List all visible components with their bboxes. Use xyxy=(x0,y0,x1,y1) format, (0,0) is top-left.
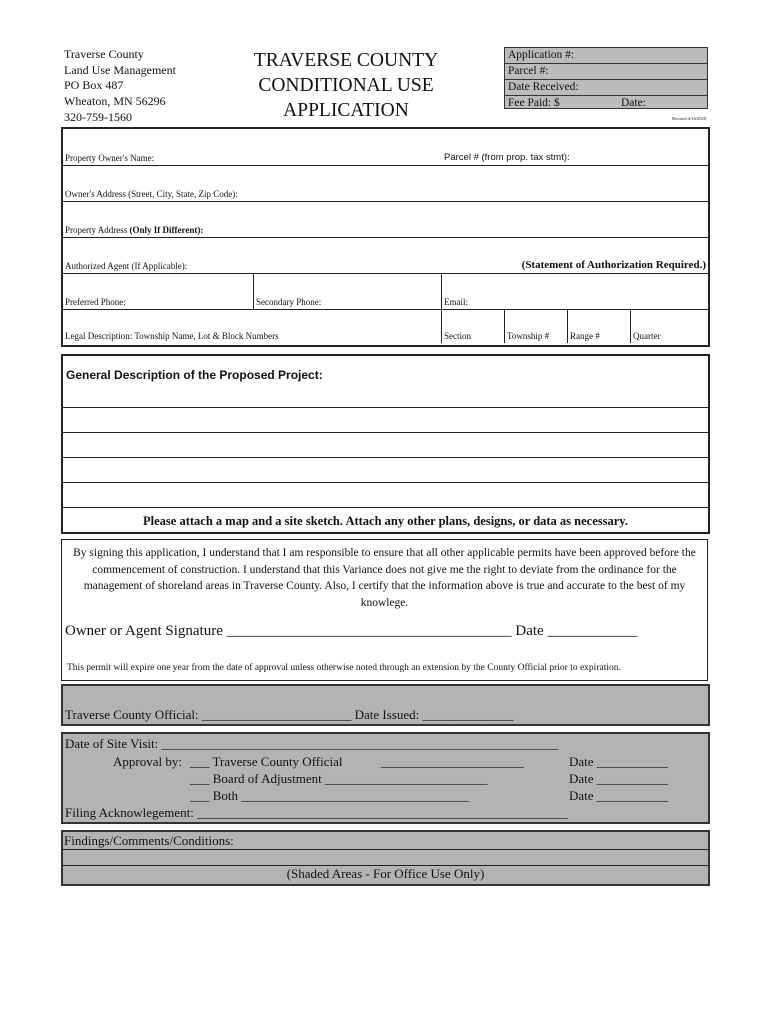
address-line: Wheaton, MN 56296 xyxy=(64,94,166,109)
fee-paid-field[interactable] xyxy=(505,96,707,111)
agent-label: Authorized Agent (If Applicable): xyxy=(65,261,188,271)
approval-date-2[interactable]: Date ___________ xyxy=(569,771,669,786)
date-received-label: Date Received: xyxy=(508,81,579,93)
authorization-note: (Statement of Authorization Required.) xyxy=(521,259,706,271)
site-visit-line[interactable]: Date of Site Visit: _____________________________________________________________ xyxy=(65,736,558,751)
owner-name-label: Property Owner's Name: xyxy=(65,153,155,163)
findings-row[interactable] xyxy=(63,832,708,850)
township-label[interactable]: Township # xyxy=(507,331,550,341)
owner-name-row[interactable] xyxy=(63,129,708,166)
section-label[interactable]: Section xyxy=(444,331,471,341)
project-description-section xyxy=(61,354,710,534)
approval-date-3[interactable]: Date ___________ xyxy=(569,788,669,803)
parcel-number-field[interactable] xyxy=(505,64,707,80)
findings-label: Findings/Comments/Conditions: xyxy=(64,833,234,848)
shaded-note: (Shaded Areas - For Office Use Only) xyxy=(286,866,485,881)
description-line[interactable] xyxy=(63,482,708,508)
legal-description-row xyxy=(63,309,708,343)
owner-address-row[interactable] xyxy=(63,165,708,202)
approval-board[interactable]: ___ Board of Adjustment _________________________ xyxy=(190,771,488,786)
description-line[interactable] xyxy=(63,356,708,408)
legal-description-label[interactable]: Legal Description: Township Name, Lot & Block Numbers xyxy=(65,331,279,341)
findings-line[interactable] xyxy=(63,849,708,866)
application-number-label: Application #: xyxy=(508,49,575,61)
application-number-field[interactable] xyxy=(505,48,707,64)
property-address-note: (Only If Different): xyxy=(129,225,204,235)
project-heading: General Description of the Proposed Project: xyxy=(66,368,323,382)
email-label[interactable]: Email: xyxy=(444,297,468,307)
signature-section xyxy=(61,539,708,681)
phone-row xyxy=(63,273,708,310)
date-received-field[interactable] xyxy=(505,80,707,96)
range-label[interactable]: Range # xyxy=(570,331,600,341)
fee-paid-label: Fee Paid: $ xyxy=(508,97,560,109)
description-line[interactable] xyxy=(63,432,708,458)
approval-official[interactable]: ___ Traverse County Official xyxy=(190,754,343,769)
address-line: Traverse County xyxy=(64,47,144,61)
title-line: CONDITIONAL USE xyxy=(258,75,434,96)
revised-date: Revised 4/16/2020 xyxy=(672,116,706,121)
quarter-label[interactable]: Quarter xyxy=(633,331,661,341)
form-title xyxy=(230,48,462,123)
approval-both[interactable]: ___ Both ___________________________________ xyxy=(190,788,469,803)
parcel-number-label: Parcel #: xyxy=(508,65,549,77)
certification-paragraph: By signing this application, I understand that I am responsible to ensure that all other applicable permits have been approved before the commencement of construction. I understand that this Variance does not give me the right to deviate from the ordinance for the management of shoreland areas in Traverse County. Also, I certify that the information above is true and accurate to the best of my knowlege. xyxy=(73,547,696,609)
property-address-row[interactable] xyxy=(63,201,708,238)
secondary-phone-label[interactable]: Secondary Phone: xyxy=(256,297,322,307)
approval-official-blank[interactable]: ______________________ xyxy=(381,754,524,769)
findings-box xyxy=(61,830,710,886)
site-visit-box xyxy=(61,732,710,824)
owner-address-label: Owner's Address (Street, City, State, Zip Code): xyxy=(65,189,238,199)
owner-info-section xyxy=(61,127,710,347)
title-line: APPLICATION xyxy=(283,100,409,121)
description-line[interactable] xyxy=(63,457,708,483)
fee-date-label: Date: xyxy=(621,97,646,109)
parcel-label: Parcel # (from prop. tax stmt): xyxy=(444,152,570,163)
office-use-box xyxy=(504,47,708,109)
address-line: 320-759-1560 xyxy=(64,109,132,124)
signature-line[interactable]: Owner or Agent Signature ______________________________________ Date ____________ xyxy=(65,623,638,639)
description-line[interactable] xyxy=(63,407,708,433)
property-address-text: Property Address xyxy=(65,225,128,235)
official-line[interactable]: Traverse County Official: _______________________ Date Issued: ______________ xyxy=(65,707,514,722)
property-address-label xyxy=(65,225,203,235)
approval-label: Approval by: xyxy=(113,754,182,769)
address-line: Land Use Management xyxy=(64,62,176,77)
attach-note: Please attach a map and a site sketch. Attach any other plans, designs, or data as necessary. xyxy=(143,514,628,528)
approval-date-1[interactable]: Date ___________ xyxy=(569,754,669,769)
filing-line[interactable]: Filing Acknowlegement: _________________________________________________________ xyxy=(65,805,568,820)
preferred-phone-label[interactable]: Preferred Phone: xyxy=(65,297,126,307)
expiration-note: This permit will expire one year from the date of approval unless otherwise noted through an extension by the County Official prior to expiration. xyxy=(67,663,621,673)
office-address xyxy=(64,47,176,126)
address-line: PO Box 487 xyxy=(64,78,124,93)
title-line: TRAVERSE COUNTY xyxy=(253,50,439,71)
agent-row[interactable] xyxy=(63,237,708,274)
official-issue-box xyxy=(61,684,710,726)
